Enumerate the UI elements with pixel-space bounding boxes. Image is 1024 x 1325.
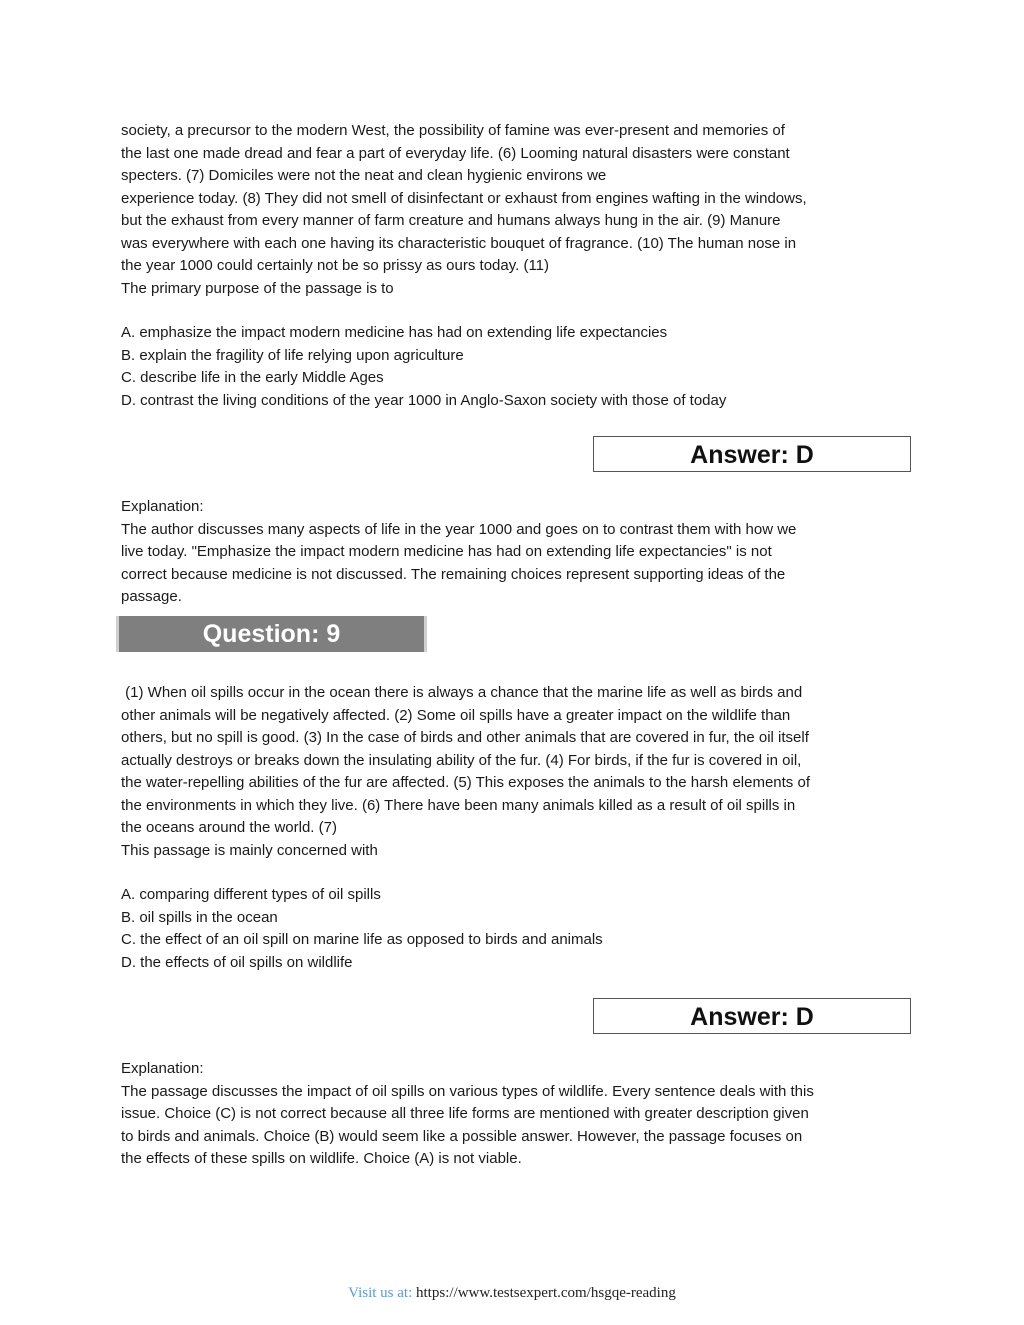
- q8-passage: [121, 120, 911, 300]
- q9-passage: [121, 682, 911, 862]
- passage-line: other animals will be negatively affected. (2) Some oil spills have a greater impact on the wildlife than: [121, 706, 791, 724]
- passage-line: society, a precursor to the modern West, the possibility of famine was ever-present and memories of: [121, 122, 785, 139]
- explanation-line: passage.: [121, 588, 182, 605]
- explanation-line: The author discusses many aspects of life in the year 1000 and goes on to contrast them with how we: [121, 520, 797, 538]
- choice-d: D. contrast the living conditions of the year 1000 in Anglo-Saxon society with those of today: [121, 391, 727, 409]
- explanation-line: live today. "Emphasize the impact modern medicine has had on extending life expectancies" is not: [121, 543, 772, 560]
- explanation-line: the effects of these spills on wildlife. Choice (A) is not viable.: [121, 1150, 522, 1167]
- q8-answer-box: Answer: D: [593, 436, 911, 472]
- passage-line: the year 1000 could certainly not be so prissy as ours today. (11): [121, 257, 550, 274]
- passage-line: experience today. (8) They did not smell of disinfectant or exhaust from engines wafting in the windows,: [121, 189, 807, 207]
- question-prompt: This passage is mainly concerned with: [121, 841, 378, 859]
- choice-a: A. comparing different types of oil spills: [121, 886, 381, 903]
- explanation-label: Explanation:: [121, 498, 204, 515]
- choice-c: C. the effect of an oil spill on marine life as opposed to birds and animals: [121, 931, 603, 948]
- q9-choices: [121, 884, 911, 974]
- passage-line: others, but no spill is good. (3) In the case of birds and other animals that are covered in fur, the oil itself: [121, 729, 809, 746]
- passage-line: but the exhaust from every manner of farm creature and humans always hung in the air. (9) Manure: [121, 212, 781, 229]
- choice-c: C. describe life in the early Middle Ages: [121, 369, 384, 386]
- footer-url-link[interactable]: https://www.testsexpert.com/hsgqe-reading: [416, 1285, 676, 1301]
- explanation-line: to birds and animals. Choice (B) would seem like a possible answer. However, the passage focuses on: [121, 1127, 803, 1145]
- explanation-line: issue. Choice (C) is not correct because all three life forms are mentioned with greater description given: [121, 1105, 809, 1122]
- q8-explanation: [121, 496, 911, 609]
- passage-line: (1) When oil spills occur in the ocean there is always a chance that the marine life as well as birds and: [121, 684, 803, 701]
- explanation-line: The passage discusses the impact of oil spills on various types of wildlife. Every sentence deals with this: [121, 1082, 814, 1100]
- q9-explanation: [121, 1058, 911, 1171]
- q9-answer-box: Answer: D: [593, 998, 911, 1034]
- passage-line: the last one made dread and fear a part of everyday life. (6) Looming natural disasters were constant: [121, 144, 790, 162]
- passage-line: the oceans around the world. (7): [121, 819, 337, 836]
- passage-line: the water-repelling abilities of the fur are affected. (5) This exposes the animals to the harsh elements of: [121, 774, 810, 791]
- passage-line: was everywhere with each one having its characteristic bouquet of fragrance. (10) The human nose in: [121, 234, 797, 252]
- question-prompt: The primary purpose of the passage is to: [121, 279, 394, 297]
- passage-line: specters. (7) Domiciles were not the neat and clean hygienic environs we: [121, 167, 607, 184]
- footer-label: Visit us at:: [348, 1285, 417, 1301]
- page-footer: [0, 1285, 1024, 1302]
- choice-b: B. explain the fragility of life relying upon agriculture: [121, 346, 464, 364]
- question-9-heading: Question: 9: [116, 616, 427, 652]
- passage-line: the environments in which they live. (6) There have been many animals killed as a result of oil spills in: [121, 796, 796, 814]
- choice-d: D. the effects of oil spills on wildlife: [121, 953, 353, 971]
- passage-line: actually destroys or breaks down the insulating ability of the fur. (4) For birds, if the fur is covered in oil,: [121, 751, 802, 769]
- choice-a: A. emphasize the impact modern medicine has had on extending life expectancies: [121, 324, 668, 341]
- q8-choices: [121, 322, 911, 412]
- choice-b: B. oil spills in the ocean: [121, 908, 278, 926]
- explanation-line: correct because medicine is not discussed. The remaining choices represent supporting ideas of the: [121, 565, 786, 583]
- explanation-label: Explanation:: [121, 1060, 204, 1077]
